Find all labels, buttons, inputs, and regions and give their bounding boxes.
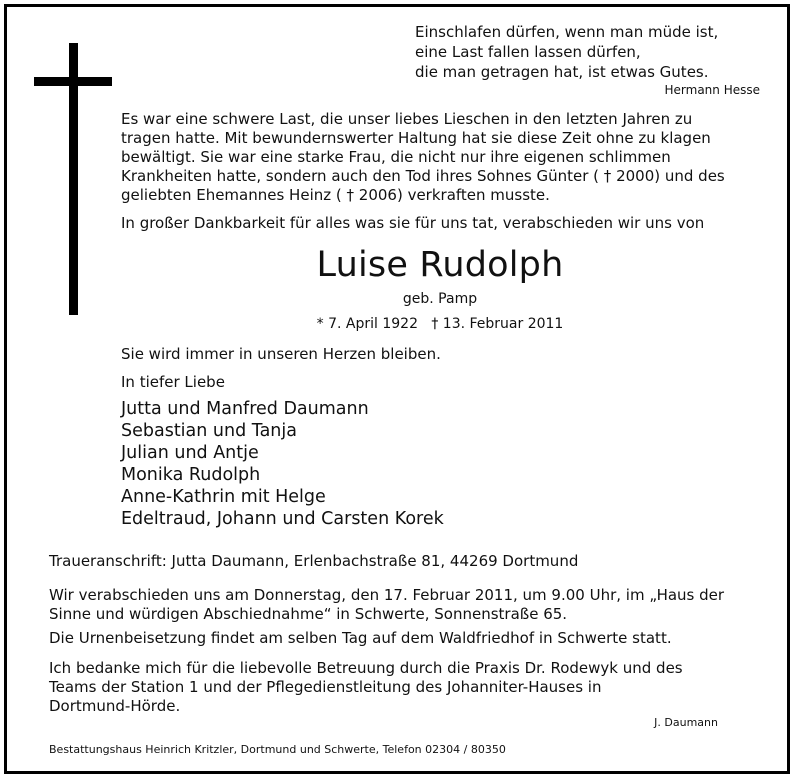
birth-name: geb. Pamp [402, 291, 478, 307]
family-member: Edeltraud, Johann und Carsten Korek [121, 509, 444, 529]
closing-line: Sie wird immer in unseren Herzen bleiben. [121, 345, 441, 363]
poem [415, 22, 755, 82]
intro-line: tragen hatte. Mit bewundernswerter Haltung hat sie diese Zeit ohne zu klagen [121, 129, 711, 147]
family-list [121, 398, 444, 530]
life-dates: * 7. April 1922 † 13. Februar 2011 [316, 316, 564, 332]
poem-author: Hermann Hesse [664, 83, 760, 97]
ceremony-line: Wir verabschieden uns am Donnerstag, den 17. Februar 2011, um 9.00 Uhr, im „Haus der [49, 586, 725, 604]
intro-line: bewältigt. Sie war eine starke Frau, die nicht nur ihre eigenen schlimmen [121, 148, 671, 166]
care-thanks-line: Ich bedanke mich für die liebevolle Betreuung durch die Praxis Dr. Rodewyk und des [49, 659, 683, 677]
poem-line: die man getragen hat, ist etwas Gutes. [415, 63, 709, 81]
in-love-line: In tiefer Liebe [121, 373, 225, 391]
deceased-name: Luise Rudolph [316, 245, 564, 285]
care-thanks [49, 659, 683, 716]
family-member: Julian und Antje [121, 443, 259, 463]
urn-burial-notice: Die Urnenbeisetzung findet am selben Tag auf dem Waldfriedhof in Schwerte statt. [49, 629, 672, 647]
cross-icon-bar [34, 77, 112, 86]
mourning-address: Traueranschrift: Jutta Daumann, Erlenbachstraße 81, 44269 Dortmund [49, 552, 579, 570]
poem-line: eine Last fallen lassen dürfen, [415, 43, 641, 61]
intro-paragraph [121, 110, 771, 205]
intro-line: geliebten Ehemannes Heinz ( † 2006) verkraften musste. [121, 186, 550, 204]
intro-line: Krankheiten hatte, sondern auch den Tod ihres Sohnes Günter ( † 2000) und des [121, 167, 725, 185]
care-thanks-line: Teams der Station 1 und der Pflegedienstleitung des Johanniter-Hauses in [49, 678, 602, 696]
poem-line: Einschlafen dürfen, wenn man müde ist, [415, 23, 719, 41]
ceremony-notice [49, 586, 724, 624]
funeral-home-footer: Bestattungshaus Heinrich Kritzler, Dortmund und Schwerte, Telefon 02304 / 80350 [49, 743, 506, 756]
care-thanks-line: Dortmund-Hörde. [49, 697, 181, 715]
ceremony-line: Sinne und würdigen Abschiednahme“ in Schwerte, Sonnenstraße 65. [49, 605, 568, 623]
intro-line: Es war eine schwere Last, die unser liebes Lieschen in den letzten Jahren zu [121, 110, 693, 128]
family-member: Monika Rudolph [121, 465, 261, 485]
family-member: Anne-Kathrin mit Helge [121, 487, 326, 507]
farewell-intro: In großer Dankbarkeit für alles was sie für uns tat, verabschieden wir uns von [121, 214, 705, 232]
family-member: Jutta und Manfred Daumann [121, 399, 369, 419]
family-member: Sebastian und Tanja [121, 421, 297, 441]
signature: J. Daumann [654, 716, 718, 729]
